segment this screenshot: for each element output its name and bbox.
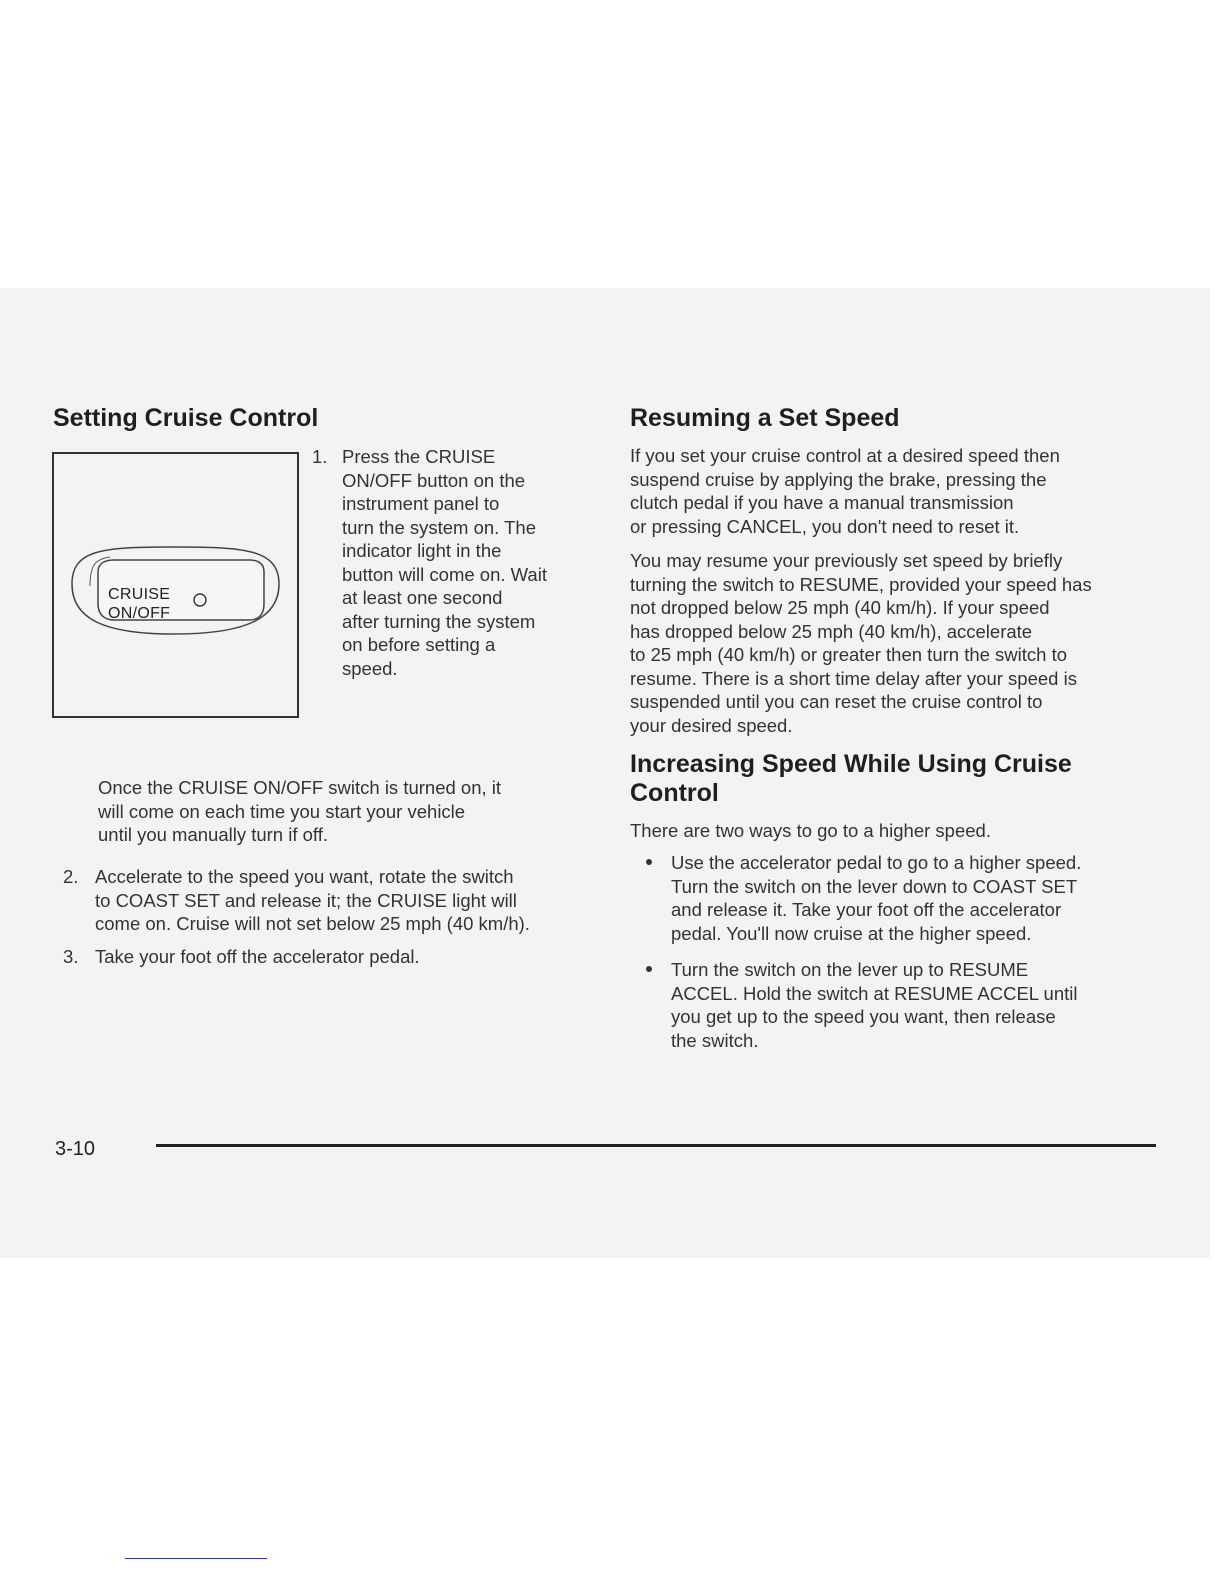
step3-line: Take your foot off the accelerator pedal. [95,946,420,967]
para1-line: If you set your cruise control at a desired speed then [630,445,1060,466]
para3-line: There are two ways to go to a higher speed. [630,820,991,841]
note-line: Once the CRUISE ON/OFF switch is turned on, it [98,777,502,798]
resume-paragraph-1 [630,444,1060,538]
cruise-switch-drawing [54,454,297,716]
step2-text [95,865,530,936]
cruise-note-paragraph [98,776,501,847]
bullet2-line: the switch. [671,1029,759,1051]
bullet1-line: Turn the switch on the lever down to COAST SET [671,875,1078,897]
para2-line: your desired speed. [630,714,793,736]
para2-line: turning the switch to RESUME, provided your speed has [630,573,1092,595]
cruise-button-illustration [52,452,299,718]
para2-line: to 25 mph (40 km/h) or greater then turn the switch to [630,644,1068,665]
bullet2-line: you get up to the speed you want, then release [671,1006,1056,1027]
note-line: until you manually turn if off. [98,824,329,845]
step1-line: after turning the system [342,610,536,632]
step1-line: turn the system on. The [342,516,537,538]
heading-resuming-set-speed: Resuming a Set Speed [630,404,900,432]
step1-line: at least one second [342,587,503,608]
step1-line: instrument panel to [342,493,500,514]
bullet-marker [646,966,652,972]
step1-text [342,445,547,680]
resume-paragraph-2 [630,549,1092,737]
step1-line: Press the CRUISE [342,446,496,467]
increase-intro-paragraph [630,819,991,843]
note-line: will come on each time you start your vehicle [98,800,466,822]
cruise-button-label [108,585,170,623]
step1-line: button will come on. Wait [342,563,547,585]
para2-line: suspended until you can reset the cruise control to [630,691,1043,712]
step2-number: 2. [63,866,79,887]
heading2-line: Control [630,779,719,807]
step2-line: come on. Cruise will not set below 25 mph (40 km/h). [95,913,530,934]
bottom-link-underline [125,1558,267,1559]
para1-line: suspend cruise by applying the brake, pressing the [630,468,1047,490]
para2-line: has dropped below 25 mph (40 km/h), accelerate [630,620,1033,642]
bullet2-line: ACCEL. Hold the switch at RESUME ACCEL until [671,982,1078,1004]
step1-line: speed. [342,657,398,679]
bullet1-line: Use the accelerator pedal to go to a higher speed. [671,852,1082,873]
bullet-item-1 [671,851,1081,945]
step3-text [95,945,420,969]
step1-line: ON/OFF button on the [342,469,526,491]
heading-increasing-speed [630,750,1072,808]
bullet-item-2 [671,958,1077,1052]
cruise-label-line1: CRUISE [108,586,171,603]
step1-line: on before setting a [342,634,496,655]
para2-line: resume. There is a short time delay after your speed is [630,667,1077,689]
para2-line: not dropped below 25 mph (40 km/h). If your speed [630,597,1050,618]
page-number: 3-10 [55,1138,96,1160]
para2-line: You may resume your previously set speed by briefly [630,550,1063,571]
bullet2-line: Turn the switch on the lever up to RESUME [671,959,1029,980]
footer-rule [156,1144,1156,1147]
para1-line: clutch pedal if you have a manual transmission [630,492,1014,513]
heading-setting-cruise-control: Setting Cruise Control [53,404,319,432]
para1-line: or pressing CANCEL, you don't need to reset it. [630,515,1020,537]
heading2-line: Increasing Speed While Using Cruise [630,750,1072,778]
bullet1-line: pedal. You'll now cruise at the higher speed. [671,922,1032,944]
step2-line: Accelerate to the speed you want, rotate the switch [95,866,514,887]
bullet-marker [646,859,652,865]
bullet1-line: and release it. Take your foot off the accelerator [671,899,1062,920]
cruise-label-line2: ON/OFF [108,605,171,622]
step1-line: indicator light in the [342,540,502,561]
step1-number: 1. [312,446,328,467]
step3-number: 3. [63,946,79,967]
step2-line: to COAST SET and release it; the CRUISE light will [95,889,517,911]
